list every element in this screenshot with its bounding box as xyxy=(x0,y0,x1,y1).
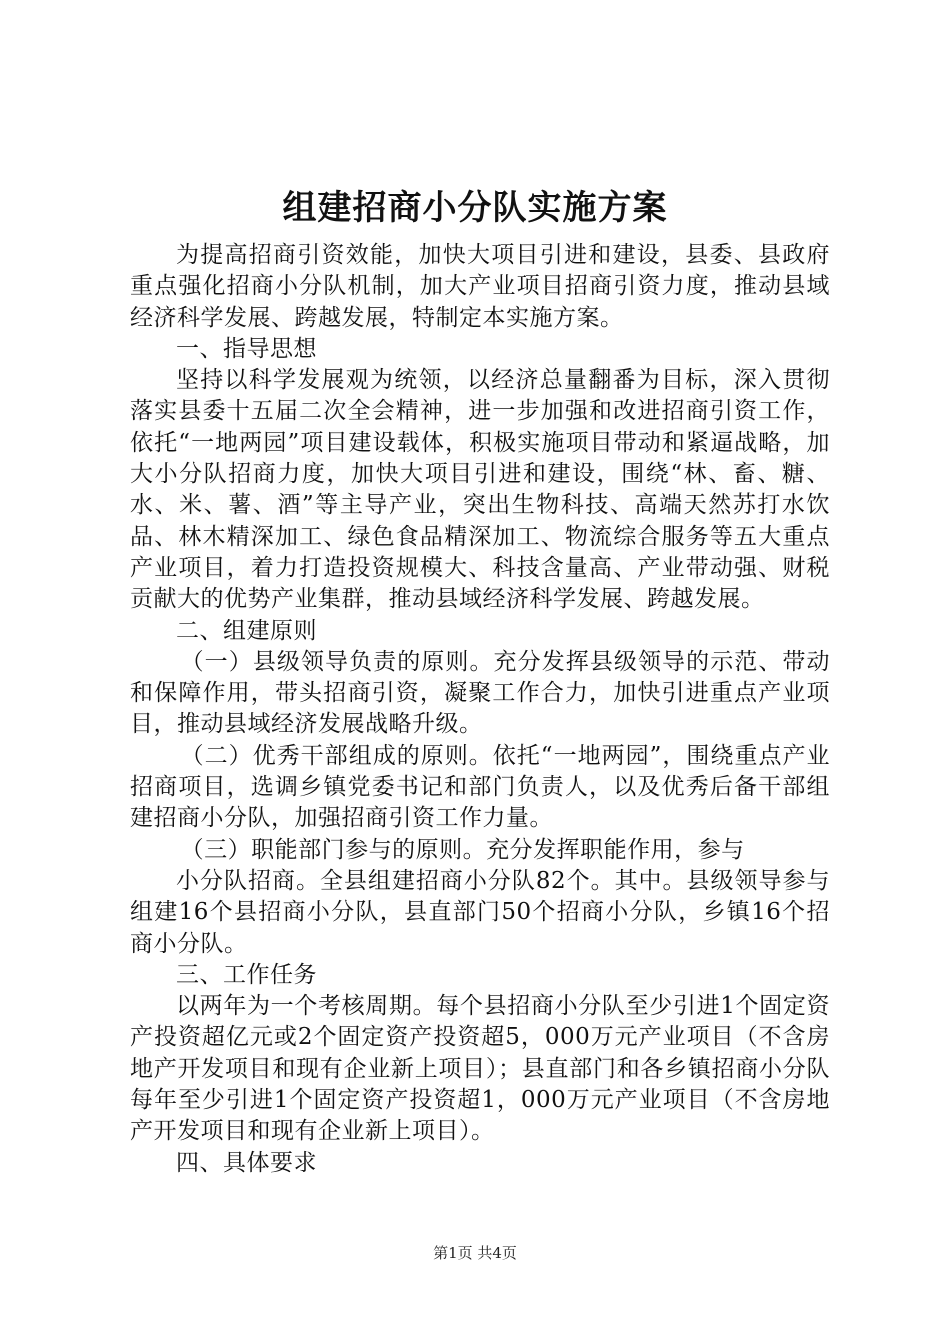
guiding-ideology-paragraph: 坚持以科学发展观为统领，以经济总量翻番为目标，深入贯彻落实县委十五届二次全会精神，进一步加强和改进招商引资工作，依托“一地两园”项目建设载体，积极实施项目带动和紧逼战略，加大小分队招商力度，加快大项目引进和建设，围绕“林、畜、糖、水、米、薯、酒”等主导产业，突出生物科技、高端天然苏打水饮品、林木精深加工、绿色食品精深加工、物流综合服务等五大重点产业项目，着力打造投资规模大、科技含量高、产业带动强、财税贡献大的优势产业集群，推动县域经济科学发展、跨越发展。 xyxy=(130,367,830,613)
principle-two-paragraph: （二）优秀干部组成的原则。依托“一地两园”，围绕重点产业招商项目，选调乡镇党委书记和部门负责人，以及优秀后备干部组建招商小分队，加强招商引资工作力量。 xyxy=(130,742,830,832)
document-title: 组建招商小分队实施方案 xyxy=(282,188,668,228)
page-number-footer: 第1页 共4页 xyxy=(433,1244,517,1262)
principle-three-paragraph: （三）职能部门参与的原则。充分发挥职能作用，参与 xyxy=(180,836,745,863)
section-heading-principles: 二、组建原则 xyxy=(176,617,317,644)
document-body xyxy=(130,240,830,1179)
section-heading-tasks: 三、工作任务 xyxy=(176,961,317,988)
tasks-paragraph: 以两年为一个考核周期。每个县招商小分队至少引进1个固定资产投资超亿元或2个固定资产投资超5，000万元产业项目（不含房地产开发项目和现有企业新上项目）；县直部门和各乡镇招商小分队每年至少引进1个固定资产投资超1，000万元产业项目（不含房地产开发项目和现有企业新上项目）。 xyxy=(130,993,830,1145)
intro-paragraph: 为提高招商引资效能，加快大项目引进和建设，县委、县政府重点强化招商小分队机制，加大产业项目招商引资力度，推动县域经济科学发展、跨越发展，特制定本实施方案。 xyxy=(130,242,830,331)
principle-one-paragraph: （一）县级领导负责的原则。充分发挥县级领导的示范、带动和保障作用，带头招商引资，凝聚工作合力，加快引进重点产业项目，推动县域经济发展战略升级。 xyxy=(130,648,830,738)
section-heading-guiding-ideology: 一、指导思想 xyxy=(176,335,317,362)
section-heading-requirements: 四、具体要求 xyxy=(176,1149,317,1176)
team-composition-paragraph: 小分队招商。全县组建招商小分队82个。其中。县级领导参与组建16个县招商小分队，县直部门50个招商小分队，乡镇16个招商小分队。 xyxy=(130,867,830,957)
